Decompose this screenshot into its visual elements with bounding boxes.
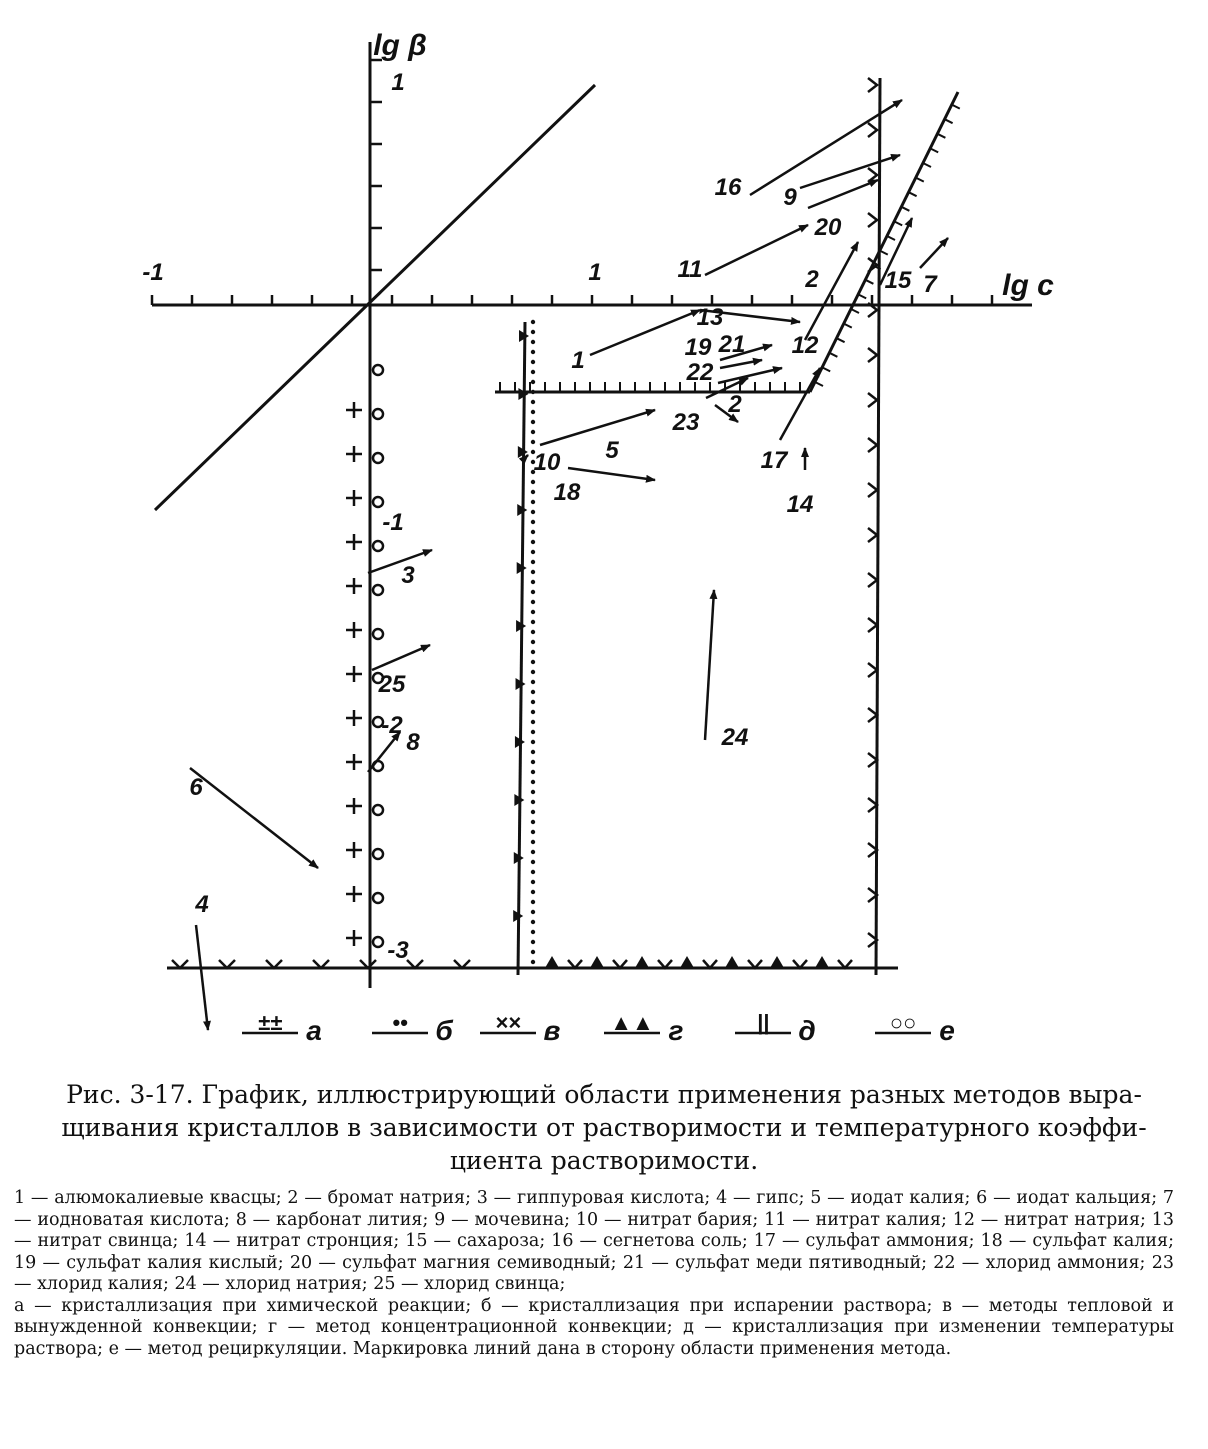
substance-label: 19 bbox=[684, 334, 712, 361]
substance-label: 6 bbox=[189, 774, 203, 801]
dot-mark bbox=[531, 830, 535, 834]
cross-mark bbox=[868, 78, 877, 92]
bar-mark bbox=[916, 178, 924, 182]
dot-mark bbox=[531, 320, 535, 324]
circle-mark bbox=[373, 453, 383, 463]
triangle-mark bbox=[815, 956, 829, 968]
dot-mark bbox=[531, 860, 535, 864]
substance-label: 5 bbox=[605, 437, 619, 464]
cross-mark bbox=[868, 348, 877, 362]
bar-mark bbox=[851, 309, 859, 313]
bar-mark bbox=[945, 119, 953, 123]
dot-mark bbox=[531, 920, 535, 924]
caption-line-2: щивания кристаллов в зависимости от растворимости и температурного коэффи- bbox=[61, 1113, 1147, 1142]
dot-mark bbox=[531, 770, 535, 774]
triangle-mark bbox=[680, 956, 694, 968]
circle-mark bbox=[373, 937, 383, 947]
dot-mark bbox=[531, 410, 535, 414]
bar-mark bbox=[837, 338, 845, 342]
cross-mark bbox=[868, 528, 877, 542]
dot-mark bbox=[531, 620, 535, 624]
dot-mark bbox=[531, 780, 535, 784]
bar-mark bbox=[894, 221, 902, 225]
dot-mark bbox=[531, 370, 535, 374]
dot-mark bbox=[531, 960, 535, 964]
dot-mark bbox=[531, 420, 535, 424]
circle-mark bbox=[373, 365, 383, 375]
y-tick-label: -1 bbox=[382, 509, 404, 536]
substance-label: 17 bbox=[760, 447, 788, 474]
bar-mark bbox=[829, 353, 837, 357]
dot-mark bbox=[531, 890, 535, 894]
cross-mark bbox=[868, 123, 877, 137]
circle-mark bbox=[373, 849, 383, 859]
bar-mark bbox=[952, 105, 960, 109]
dot-mark bbox=[531, 670, 535, 674]
cross-mark bbox=[868, 483, 877, 497]
substance-label: 14 bbox=[786, 491, 814, 518]
bar-mark bbox=[815, 382, 823, 386]
figure-legend bbox=[14, 1188, 1174, 1360]
substance-label: 11 bbox=[677, 256, 703, 283]
substance-label: 13 bbox=[696, 304, 724, 331]
substance-label: 4 bbox=[195, 891, 209, 918]
dot-mark bbox=[531, 440, 535, 444]
dot-mark bbox=[531, 810, 535, 814]
dot-mark bbox=[531, 730, 535, 734]
triangle-mark bbox=[635, 956, 649, 968]
substance-arrow bbox=[372, 645, 430, 670]
y-axis-label: lg β bbox=[373, 29, 427, 62]
diagonal-line bbox=[155, 85, 595, 510]
triangle-mark bbox=[770, 956, 784, 968]
substance-arrow bbox=[196, 925, 208, 1030]
cross-mark bbox=[868, 393, 877, 407]
x-tick-label: 2 bbox=[805, 266, 819, 293]
dot-mark bbox=[531, 380, 535, 384]
cross-mark bbox=[868, 618, 877, 632]
dot-mark bbox=[531, 790, 535, 794]
dot-mark bbox=[531, 510, 535, 514]
triangle-mark bbox=[590, 956, 604, 968]
plot-labels bbox=[142, 29, 1054, 1046]
bar-mark bbox=[887, 236, 895, 240]
dot-mark bbox=[531, 580, 535, 584]
legend-label: в bbox=[543, 1015, 561, 1046]
y-tick-label: 1 bbox=[391, 69, 405, 96]
caption-line-3: циента растворимости. bbox=[449, 1146, 759, 1175]
legend-label: г bbox=[668, 1015, 684, 1046]
substance-label: 1 bbox=[571, 347, 585, 374]
substance-arrow bbox=[540, 410, 655, 445]
substance-label: 3 bbox=[401, 562, 415, 589]
dot-mark bbox=[531, 950, 535, 954]
substance-label: 21 bbox=[718, 331, 746, 358]
substance-arrow bbox=[590, 310, 700, 355]
substance-label: 20 bbox=[814, 214, 842, 241]
legend-symbol: ○○ bbox=[889, 1010, 917, 1035]
dot-mark bbox=[531, 550, 535, 554]
dot-mark bbox=[531, 360, 535, 364]
substance-label: 25 bbox=[378, 671, 406, 698]
dot-mark bbox=[531, 690, 535, 694]
y-tick-label: -2 bbox=[381, 712, 403, 739]
dot-mark bbox=[531, 870, 535, 874]
circle-mark bbox=[373, 629, 383, 639]
circle-mark bbox=[373, 585, 383, 595]
x-tick-label: -1 bbox=[142, 259, 164, 286]
triangle-mark bbox=[545, 956, 559, 968]
figure-caption bbox=[18, 1078, 1190, 1177]
substance-arrow bbox=[780, 368, 820, 440]
substance-label: 12 bbox=[791, 332, 819, 359]
substance-arrow bbox=[525, 455, 528, 458]
dot-mark bbox=[531, 340, 535, 344]
substance-label: 24 bbox=[721, 724, 749, 751]
right-boundary bbox=[876, 78, 880, 975]
substance-arrow bbox=[705, 225, 808, 275]
triangle-mark bbox=[725, 956, 739, 968]
substance-label: 22 bbox=[686, 359, 714, 386]
substance-label: 23 bbox=[672, 409, 700, 436]
boundary-markings bbox=[172, 78, 960, 1033]
legend-symbol: ±± bbox=[257, 1010, 283, 1035]
dot-mark bbox=[531, 740, 535, 744]
dot-mark bbox=[531, 520, 535, 524]
circle-mark bbox=[373, 541, 383, 551]
bar-mark bbox=[858, 294, 866, 298]
legend-label: б bbox=[435, 1015, 453, 1046]
dot-mark bbox=[531, 910, 535, 914]
bar-mark bbox=[930, 148, 938, 152]
dot-mark bbox=[531, 610, 535, 614]
dot-mark bbox=[531, 590, 535, 594]
circle-mark bbox=[373, 497, 383, 507]
dot-mark bbox=[531, 930, 535, 934]
bar-mark bbox=[822, 367, 830, 371]
legend-methods: а — кристаллизация при химической реакции; б — кристаллизация при испарении раствора; в — методы тепловой и вынужденной конвекции; г — метод концентрационной конвекции; д — кристаллизация при изменении температуры раствора; е — метод рециркуляции. Маркировка линий дана в сторону области применения метода. bbox=[14, 1295, 1174, 1359]
caption-line-1: Рис. 3-17. График, иллюстрирующий области применения разных методов выра- bbox=[66, 1080, 1142, 1109]
dot-mark bbox=[531, 840, 535, 844]
dot-mark bbox=[531, 820, 535, 824]
dot-mark bbox=[531, 480, 535, 484]
bar-mark bbox=[937, 134, 945, 138]
dot-mark bbox=[531, 720, 535, 724]
substance-arrow bbox=[718, 368, 782, 383]
substance-arrow bbox=[705, 590, 714, 740]
dot-mark bbox=[531, 700, 535, 704]
legend-label: е bbox=[939, 1015, 955, 1046]
dot-mark bbox=[531, 430, 535, 434]
dot-mark bbox=[531, 680, 535, 684]
dot-mark bbox=[531, 390, 535, 394]
legend-symbol: •• bbox=[392, 1010, 408, 1035]
substance-arrow bbox=[920, 238, 948, 268]
cross-mark bbox=[868, 573, 877, 587]
dot-mark bbox=[531, 540, 535, 544]
dot-mark bbox=[531, 900, 535, 904]
dot-mark bbox=[531, 570, 535, 574]
axes bbox=[152, 42, 1032, 988]
dot-mark bbox=[531, 350, 535, 354]
dot-mark bbox=[531, 940, 535, 944]
temperature-slanted-boundary bbox=[810, 92, 958, 392]
bar-mark bbox=[901, 207, 909, 211]
bar-mark bbox=[909, 192, 917, 196]
legend-label: д bbox=[798, 1015, 816, 1046]
circle-mark bbox=[373, 409, 383, 419]
circle-mark bbox=[373, 805, 383, 815]
substance-label: 2 bbox=[728, 391, 742, 418]
bar-mark bbox=[865, 280, 873, 284]
legend-items: 1 — алюмокалиевые квасцы; 2 — бромат натрия; 3 — гиппуровая кислота; 4 — гипс; 5 — иодат калия; 6 — иодат кальция; 7 — иодноватая кислота; 8 — карбонат лития; 9 — мочевина; 10 — нитрат бария; 11 — нитрат калия; 12 — нитрат натрия; 13 — нитрат свинца; 14 — нитрат стронция; 15 — сахароза; 16 — сегнетова соль; 17 — сульфат аммония; 18 — сульфат калия; 19 — сульфат калия кислый; 20 — сульфат магния семиводный; 21 — сульфат меди пятиводный; 22 — хлорид аммония; 23 — хлорид калия; 24 — хлорид натрия; 25 — хлорид свинца; bbox=[14, 1188, 1174, 1294]
dot-mark bbox=[531, 880, 535, 884]
bar-mark bbox=[844, 324, 852, 328]
substance-label: 18 bbox=[553, 479, 581, 506]
substance-arrow bbox=[568, 468, 655, 480]
cross-mark bbox=[868, 663, 877, 677]
circle-mark bbox=[373, 893, 383, 903]
substance-label: 7 bbox=[923, 271, 937, 298]
substance-label: 15 bbox=[884, 267, 912, 294]
substance-arrow bbox=[190, 768, 318, 868]
substance-label: 16 bbox=[714, 174, 742, 201]
dot-mark bbox=[531, 750, 535, 754]
substance-label: 10 bbox=[533, 449, 561, 476]
substance-arrow bbox=[368, 550, 432, 573]
dot-mark bbox=[531, 500, 535, 504]
dot-mark bbox=[531, 600, 535, 604]
substance-label: 8 bbox=[406, 729, 420, 756]
dot-mark bbox=[531, 400, 535, 404]
legend-label: а bbox=[306, 1015, 322, 1046]
dot-mark bbox=[531, 490, 535, 494]
dot-mark bbox=[531, 660, 535, 664]
bar-mark bbox=[923, 163, 931, 167]
substance-arrow bbox=[800, 155, 900, 188]
x-tick-label: 1 bbox=[588, 259, 602, 286]
legend-symbol: ▲▲ bbox=[610, 1010, 654, 1035]
x-axis-label: lg c bbox=[1002, 269, 1054, 302]
dot-mark bbox=[531, 330, 535, 334]
dot-mark bbox=[531, 560, 535, 564]
legend-symbol: || bbox=[756, 1010, 770, 1035]
dot-mark bbox=[531, 640, 535, 644]
dot-mark bbox=[531, 800, 535, 804]
y-tick-label: -3 bbox=[387, 937, 409, 964]
legend-symbol: ×× bbox=[495, 1010, 521, 1035]
substance-label: 9 bbox=[783, 184, 797, 211]
dot-mark bbox=[531, 630, 535, 634]
dot-mark bbox=[531, 850, 535, 854]
convection-boundary bbox=[518, 322, 525, 975]
dot-mark bbox=[531, 760, 535, 764]
bar-mark bbox=[880, 251, 888, 255]
cross-mark bbox=[868, 438, 877, 452]
substance-arrow bbox=[808, 180, 878, 208]
dot-mark bbox=[531, 710, 535, 714]
substance-arrow bbox=[720, 360, 762, 368]
dot-mark bbox=[531, 650, 535, 654]
dot-mark bbox=[531, 530, 535, 534]
cross-mark bbox=[868, 213, 877, 227]
